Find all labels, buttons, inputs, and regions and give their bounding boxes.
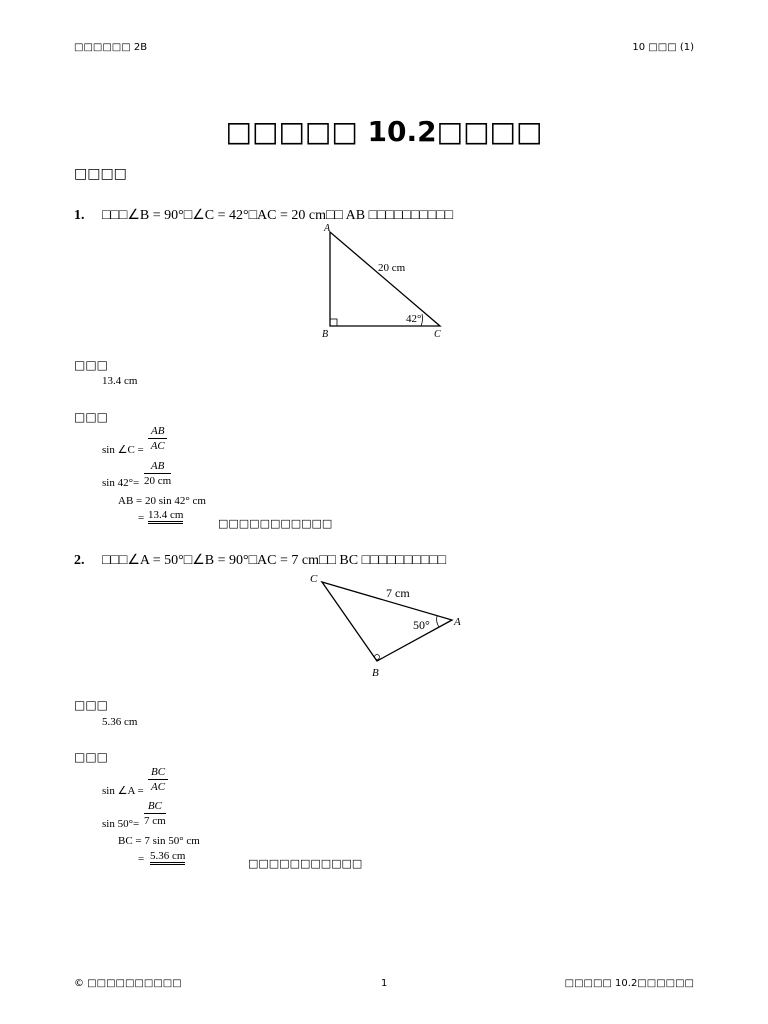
q2-sol-fraction1 [148,765,168,794]
q1-triangle [330,232,440,326]
q2-angle-label: 50° [413,618,430,632]
header-right: 10 □□□ (1) [632,42,694,53]
q1-vertex-c: C [434,329,441,340]
q1-frac1-denominator: AC [150,440,165,452]
q1-frac1-numerator: AB [148,424,167,439]
q1-sol-line3: AB = 20 sin 42° cm [118,495,206,507]
section-heading: □□□□ [74,166,127,182]
q1-side-label: 20 cm [378,262,406,274]
q2-angle-arc [437,616,439,627]
footer-right: □□□□□ 10.2□□□□□□ [564,978,694,989]
q2-sol-line1: sin ∠A = [102,785,144,797]
q2-frac1-denominator: AC [151,781,166,793]
q2-answer-label: □□□ [74,698,109,712]
q1-sol-fraction1 [148,424,167,453]
q1-sol-result-value: 13.4 cm [148,509,183,524]
q2-side-label: 7 cm [386,586,410,600]
q2-frac1-numerator: BC [148,765,168,780]
q1-answer-label: □□□ [74,358,109,372]
q2-triangle-diagram [306,568,470,680]
q1-triangle-diagram [300,218,460,344]
q2-vertex-c: C [310,573,318,585]
q1-number: 1. [74,208,85,223]
q2-sol-note: □□□□□□□□□□□ [248,857,363,870]
q2-number: 2. [74,553,85,568]
q2-sol-line2: sin 50°= [102,818,140,830]
q1-sol-result [148,509,183,524]
q1-answer: 13.4 cm [102,375,138,387]
q1-angle-label: 42° [406,313,422,325]
q2-right-angle-mark [375,655,380,660]
q2-vertex-b: B [372,667,379,679]
q1-sol-note: □□□□□□□□□□□ [218,517,333,530]
header-left: □□□□□□ 2B [74,42,148,53]
q2-sol-fraction2 [144,799,166,828]
q1-vertex-b: B [322,329,329,340]
q1-right-angle-mark [330,319,337,326]
footer-left: © □□□□□□□□□□ [74,978,182,989]
q2-vertex-a: A [454,616,461,628]
q1-frac2-numerator: AB [144,459,171,474]
q1-solution-label: □□□ [74,410,109,424]
q1-sol-line1: sin ∠C = [102,444,144,456]
q2-sol-line3: BC = 7 sin 50° cm [118,835,200,847]
q1-text: □□□∠B = 90°□∠C = 42°□AC = 20 cm□□ AB □□□□□□□□□□ [102,208,454,223]
q1-sol-line2: sin 42°= [102,477,140,489]
footer-page-number: 1 [381,978,388,989]
q2-solution-label: □□□ [74,750,109,764]
q2-answer: 5.36 cm [102,716,138,728]
q1-frac2-denominator: 20 cm [144,475,172,487]
q1-sol-fraction2 [144,459,171,488]
q2-frac2-denominator: 7 cm [144,815,166,827]
q1-vertex-a: A [324,223,331,234]
q2-text: □□□∠A = 50°□∠B = 90°□AC = 7 cm□□ BC □□□□□□□□□□ [102,553,447,568]
q2-frac2-numerator: BC [144,799,166,814]
q2-sol-result [150,850,185,865]
q2-sol-result-value: 5.36 cm [150,850,185,865]
q2-sol-line4-equals: = [138,853,145,865]
page-title: □□□□□ 10.2□□□□ [225,115,543,148]
q1-sol-line4-equals: = [138,512,145,524]
